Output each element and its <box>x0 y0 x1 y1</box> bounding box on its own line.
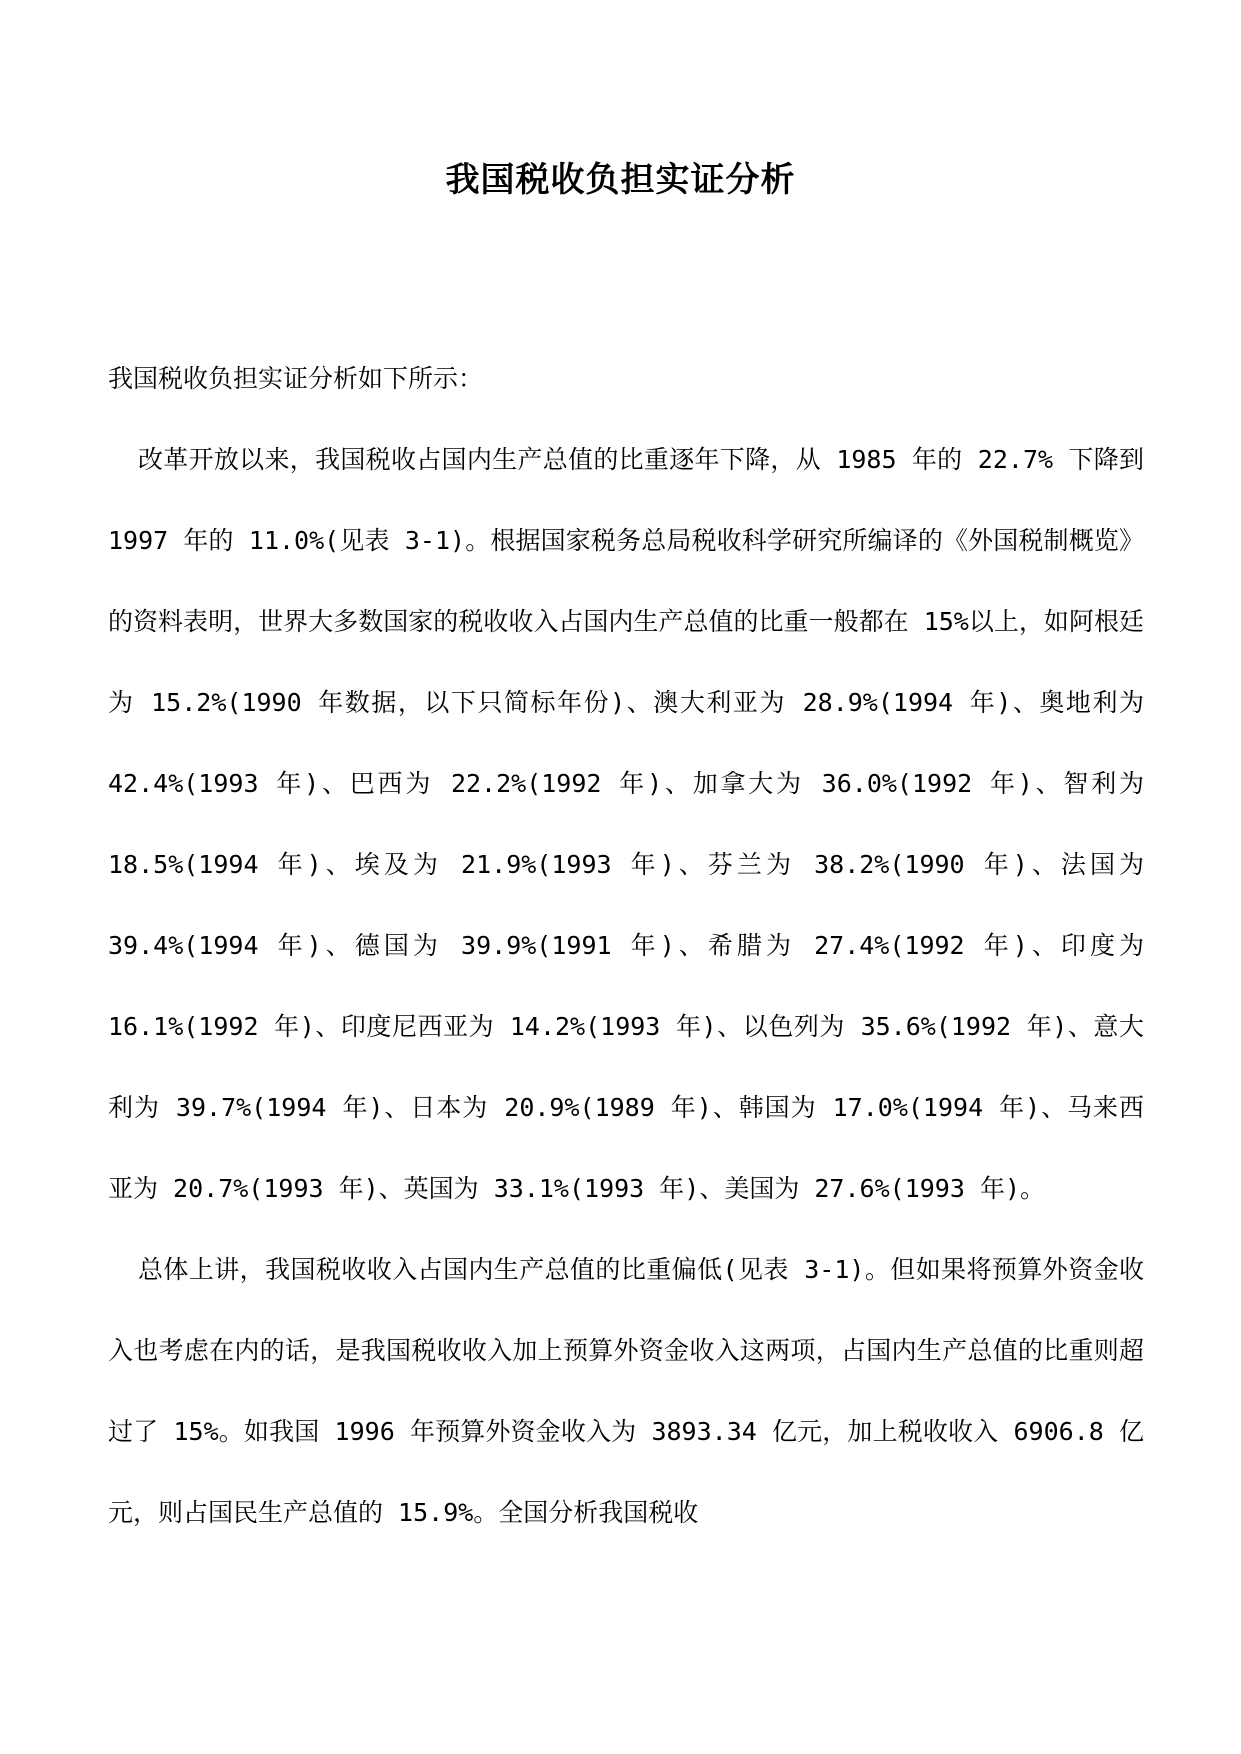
document-body <box>108 338 1144 1553</box>
paragraph-1: 改革开放以来，我国税收占国内生产总值的比重逐年下降，从 1985 年的 22.7% 下降到 1997 年的 11.0%(见表 3-1)。根据国家税务总局税收科学研究所编译的《外国税制概览》的资料表明，世界大多数国家的税收收入占国内生产总值的比重一般都在 15%以上，如阿根廷为 15.2%(1990 年数据，以下只简标年份)、澳大利亚为 28.9%(1994 年)、奥地利为 42.4%(1993 年)、巴西为 22.2%(1992 年)、加拿大为 36.0%(1992 年)、智利为 18.5%(1994 年)、埃及为 21.9%(1993 年)、芬兰为 38.2%(1990 年)、法国为 39.4%(1994 年)、德国为 39.9%(1991 年)、希腊为 27.4%(1992 年)、印度为 16.1%(1992 年)、印度尼西亚为 14.2%(1993 年)、以色列为 35.6%(1992 年)、意大利为 39.7%(1994 年)、日本为 20.9%(1989 年)、韩国为 17.0%(1994 年)、马来西亚为 20.7%(1993 年)、英国为 33.1%(1993 年)、美国为 27.6%(1993 年)。 <box>108 445 1144 1203</box>
intro-line: 我国税收负担实证分析如下所示： <box>108 364 484 393</box>
paragraph-2: 总体上讲，我国税收收入占国内生产总值的比重偏低(见表 3-1)。但如果将预算外资金收入也考虑在内的话，是我国税收收入加上预算外资金收入这两项，占国内生产总值的比重则超过了 15%。如我国 1996 年预算外资金收入为 3893.34 亿元，加上税收收入 6906.8 亿元，则占国民生产总值的 15.9%。全国分析我国税收 <box>108 1255 1144 1527</box>
document-title: 我国税收负担实证分析 <box>445 160 796 200</box>
